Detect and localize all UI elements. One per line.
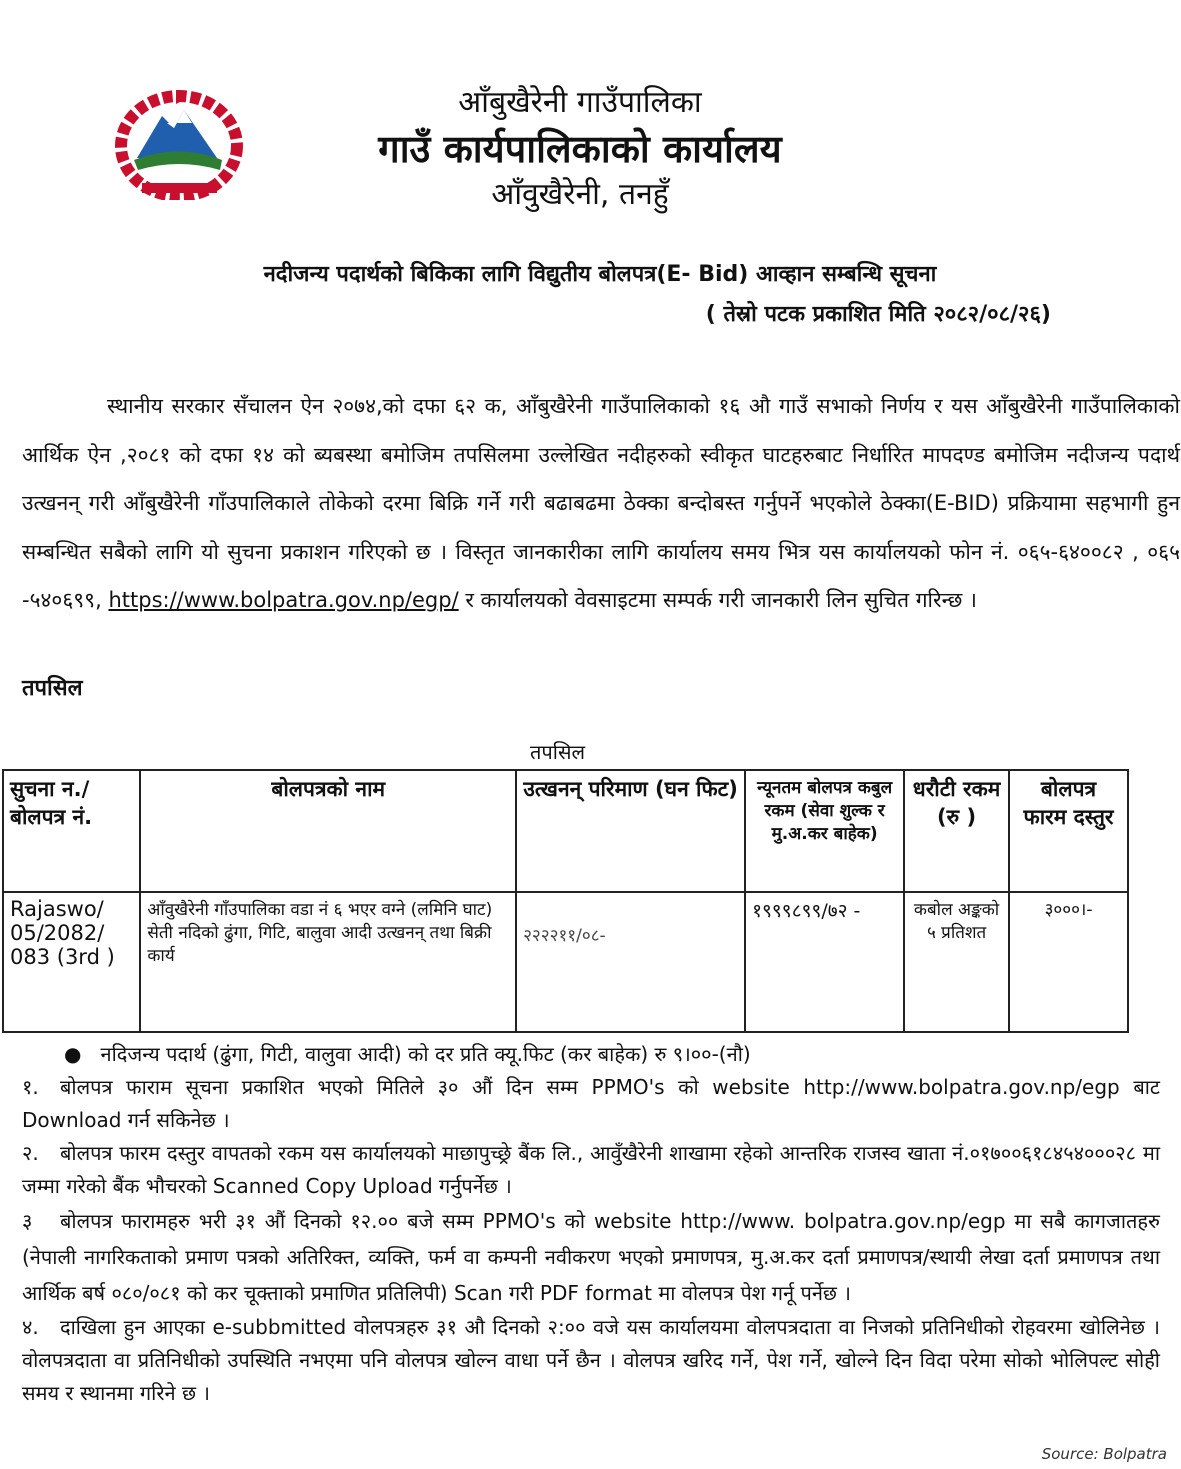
col-deposit: धरौटी रकम (रु ): [904, 770, 1009, 892]
table-row: [3, 892, 1128, 1032]
condition-item-1: [22, 1071, 1160, 1137]
cell-quantity: २२२२११/०८-: [516, 892, 745, 1032]
item-text: बोलपत्र फाराम सूचना प्रकाशित भएको मितिले ३० औं दिन सम्म PPMO's को website http://www.bolpatra.gov.np/egp बाट Download गर्न सकिनेछ ।: [22, 1075, 1160, 1132]
bid-table: [2, 769, 1129, 1033]
conditions-list: [22, 1038, 1160, 1410]
nepal-government-emblem-logo: [112, 88, 247, 200]
office-location: आँवुखैरेनी, तनहुँ: [491, 177, 669, 212]
cell-notice-no: Rajaswo/ 05/2082/ 083 (3rd ): [3, 892, 140, 1032]
tapasil-heading: तपसिल: [22, 676, 83, 701]
item-text: बोलपत्र फारामहरु भरी ३१ औं दिनको १२.०० बजे सम्म PPMO's को website http://www. bolpatra.gov.np/egp मा सबै कागजातहरु (नेपाली नागरिकताको प्रमाण पत्रको अतिरिक्त, व्यक्ति, फर्म वा कम्पनी नवीकरण भएको प्रमाणपत्र, मु.अ.कर दर्ता प्रमाणपत्र/स्थायी लेखा दर्ता प्रमाणपत्र तथा आर्थिक बर्ष ०८०/०८१ को कर चूक्ताको प्रमाणित प्रतिलिपी) Scan गरी PDF format मा वोलपत्र पेश गर्नू पर्नेछ ।: [22, 1209, 1160, 1305]
item-number: १.: [22, 1075, 39, 1099]
bullet-rate: [22, 1038, 1160, 1071]
office-title: गाउँ कार्यपालिकाको कार्यालय: [378, 127, 782, 171]
col-minimum-amount: न्यूनतम बोलपत्र कबुल रकम (सेवा शुल्क र मु.अ.कर बाहेक): [745, 770, 904, 892]
bullet-icon: ●: [64, 1042, 101, 1066]
notice-paragraph: [22, 382, 1180, 625]
col-notice-no: सुचना न./बोलपत्र नं.: [3, 770, 140, 892]
condition-item-3: [22, 1203, 1160, 1311]
col-quantity: उत्खनन् परिमाण (घन फिट): [516, 770, 745, 892]
col-bid-name: बोलपत्रको नाम: [140, 770, 516, 892]
table-caption: तपसिल: [530, 740, 586, 764]
publication-date: ( तेस्रो पटक प्रकाशित मिति २०८२/०८/२६): [705, 302, 1051, 327]
municipality-name: आँबुखैरेनी गाउँपालिका: [458, 85, 702, 120]
condition-item-2: [22, 1137, 1160, 1203]
cell-bid-name: आँवुखैरेनी गाँउपालिका वडा नं ६ भएर वग्ने (लमिनि घाट) सेती नदिको ढुंगा, गिटि, बालुवा आदी उत्खनन् तथा बिक्री कार्य: [140, 892, 516, 1032]
condition-item-4: [22, 1311, 1160, 1410]
item-number: २.: [22, 1141, 39, 1165]
item-text: बोलपत्र फारम दस्तुर वापतको रकम यस कार्यालयको माछापुच्छ्रे बैंक लि., आवुँखैरेनी शाखामा रहेको आन्तरिक राजस्व खाता नं.०१७००६१८४५४०००२८ मा जम्मा गरेको बैंक भौचरको Scanned Copy Upload गर्नुपर्नेछ ।: [22, 1141, 1160, 1198]
cell-form-fee: ३०००।-: [1009, 892, 1128, 1032]
item-number: ३: [22, 1209, 33, 1233]
col-form-fee: बोलपत्र फारम दस्तुर: [1009, 770, 1128, 892]
bolpatra-link[interactable]: https://www.bolpatra.gov.np/egp/: [108, 588, 459, 612]
item-number: ४.: [22, 1315, 39, 1339]
item-text: दाखिला हुन आएका e-subbmitted वोलपत्रहरु ३१ औ दिनको २:०० वजे यस कार्यालयमा वोलपत्रदाता वा निजको प्रतिनिधीको रोहवरमा खोलिनेछ । वोलपत्रदाता वा प्रतिनिधीको उपस्थिति नभएमा पनि वोलपत्र खोल्न वाधा पर्ने छैन । वोलपत्र खरिद गर्ने, पेश गर्ने, खोल्ने दिन विदा परेमा सोको भोलिपल्ट सोही समय र स्थानमा गरिने छ ।: [22, 1315, 1160, 1405]
table-header-row: [3, 770, 1128, 892]
cell-deposit: कबोल अङ्कको ५ प्रतिशत: [904, 892, 1009, 1032]
paragraph-text: स्थानीय सरकार सँचालन ऐन २०७४,को दफा ६२ क, आँबुखैरेनी गाउँपालिकाको १६ औ गाउँ सभाको निर्णय र यस आँबुखैरेनी गाउँपालिकाको आर्थिक ऐन ,२०८१ को दफा १४ को ब्यबस्था बमोजिम तपसिलमा उल्लेखित नदीहरुको स्वीकृत घाटहरुबाट निर्धारित मापदण्ड बमोजिम नदीजन्य पदार्थ उत्खनन् गरी आँबुखैरेनी गाँउपालिकाले तोकेको दरमा बिक्रि गर्ने गरी बढाबढमा ठेक्का बन्दोबस्त गर्नुपर्ने भएकोले ठेक्का(E-BID) प्रक्रियामा सहभागी हुन सम्बन्धित सबैको लागि यो सुचना प्रकाशन गरिएको छ । विस्तृत जानकारीका लागि कार्यालय समय भित्र यस कार्यालयको फोन नं. ०६५-६४००८२ , ०६५ -५४०६९९,: [22, 394, 1180, 612]
source-credit: Source: Bolpatra: [1041, 1445, 1167, 1463]
paragraph-text-end: र कार्यालयको वेवसाइटमा सम्पर्क गरी जानकारी लिन सुचित गरिन्छ ।: [458, 588, 977, 612]
cell-minimum-amount: १९९९८९९/७२ -: [745, 892, 904, 1032]
notice-subject: नदीजन्य पदार्थको बिकिका लागि विद्युतीय बोलपत्र(E- Bid) आव्हान सम्बन्धि सूचना: [263, 262, 937, 287]
bullet-text: नदिजन्य पदार्थ (ढुंगा, गिटी, वालुवा आदी) को दर प्रति क्यू.फिट (कर बाहेक) रु ९।००-(नौ): [100, 1042, 751, 1066]
